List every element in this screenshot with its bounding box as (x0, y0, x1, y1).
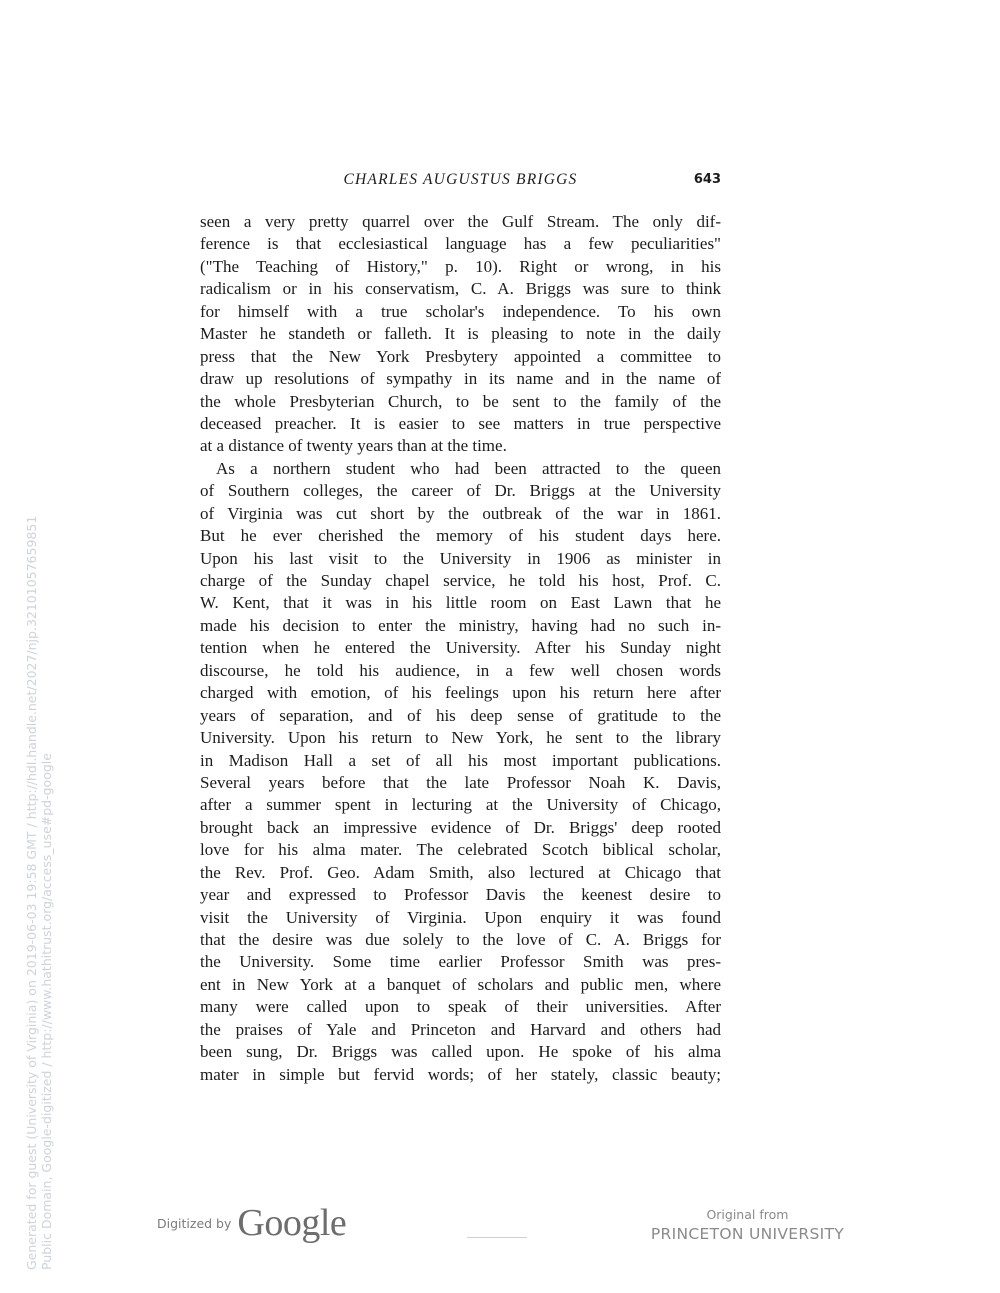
text-line: for himself with a true scholar's independence. To his own (200, 301, 721, 321)
text-line: the praises of Yale and Princeton and Harvard and others had (200, 1019, 721, 1039)
text-line: year and expressed to Professor Davis the keenest desire to (200, 885, 721, 905)
original-source (651, 1207, 844, 1243)
institution-name: PRINCETON UNIVERSITY (650, 1225, 844, 1243)
text-line: University. Upon his return to New York, he sent to the library (200, 728, 721, 748)
text-line: the University. Some time earlier Professor Smith was pres- (200, 952, 721, 972)
text-line: of Virginia was cut short by the outbreak of the war in 1861. (200, 503, 721, 523)
text-line: But he ever cherished the memory of his student days here. (200, 526, 721, 546)
text-line: years of separation, and of his deep sense of gratitude to the (200, 705, 721, 725)
text-line: at a distance of twenty years than at the time. (200, 436, 507, 456)
original-from-label: Original from (706, 1207, 789, 1222)
text-line: As a northern student who had been attracted to the queen (216, 458, 721, 478)
text-line: Several years before that the late Professor Noah K. Davis, (200, 772, 721, 792)
body-text (200, 211, 721, 1086)
watermark-line-2: Public Domain, Google-digitized / http://www.hathitrust.org/access_use#pd-google (39, 753, 54, 1270)
page-number: 643 (693, 172, 721, 187)
text-line: charge of the Sunday chapel service, he told his host, Prof. C. (200, 571, 721, 590)
text-line: draw up resolutions of sympathy in its name and in the name of (200, 369, 721, 389)
text-line: visit the University of Virginia. Upon enquiry it was found (200, 907, 721, 927)
digitized-by-google (157, 1203, 346, 1243)
text-line: tention when he entered the University. After his Sunday night (200, 638, 721, 658)
text-line: mater in simple but fervid words; of her stately, classic beauty; (200, 1064, 721, 1084)
text-line: after a summer spent in lecturing at the University of Chicago, (200, 795, 721, 815)
text-line: deceased preacher. It is easier to see matters in true perspective (200, 413, 721, 433)
running-title: CHARLES AUGUSTUS BRIGGS (343, 171, 578, 188)
text-line: Upon his last visit to the University in 1906 as minister in (200, 548, 721, 568)
text-line: many were called upon to speak of their universities. After (200, 997, 721, 1017)
text-line: made his decision to enter the ministry, having had no such in- (200, 615, 721, 635)
text-line: been sung, Dr. Briggs was called upon. He spoke of his alma (200, 1042, 721, 1062)
watermark-line-1: Generated for guest (University of Virginia) on 2019-06-03 19:58 GMT / http://hdl.handle.net/2027/njp.32101057659851 (24, 515, 39, 1270)
text-line: love for his alma mater. The celebrated Scotch biblical scholar, (200, 840, 721, 860)
text-line: radicalism or in his conservatism, C. A. Briggs was sure to think (200, 279, 721, 299)
hathitrust-watermark (24, 516, 54, 1270)
text-line: that the desire was due solely to the love of C. A. Briggs for (200, 930, 721, 949)
text-line: W. Kent, that it was in his little room on East Lawn that he (200, 593, 721, 613)
text-line: seen a very pretty quarrel over the Gulf Stream. The only dif- (200, 212, 721, 231)
text-line: the whole Presbyterian Church, to be sent to the family of the (200, 391, 721, 411)
text-line: Master he standeth or falleth. It is pleasing to note in the daily (200, 324, 721, 344)
text-line: brought back an impressive evidence of Dr. Briggs' deep rooted (200, 817, 721, 837)
text-line: ference is that ecclesiastical language has a few peculiarities" (200, 234, 721, 254)
text-line: ent in New York at a banquet of scholars and public men, where (200, 974, 721, 994)
running-header (200, 170, 721, 192)
text-line: of Southern colleges, the career of Dr. Briggs at the University (200, 481, 721, 501)
text-line: in Madison Hall a set of all his most important publications. (200, 750, 721, 770)
text-line: discourse, he told his audience, in a few well chosen words (200, 660, 721, 680)
footer-rule (467, 1237, 527, 1238)
text-line: press that the New York Presbytery appointed a committee to (200, 346, 721, 366)
text-line: ("The Teaching of History," p. 10). Right or wrong, in his (200, 256, 721, 276)
google-logo: Google (237, 1202, 347, 1244)
text-line: the Rev. Prof. Geo. Adam Smith, also lectured at Chicago that (200, 862, 721, 882)
text-line: charged with emotion, of his feelings upon his return here after (200, 683, 721, 703)
digitized-by-label: Digitized by (157, 1215, 232, 1231)
